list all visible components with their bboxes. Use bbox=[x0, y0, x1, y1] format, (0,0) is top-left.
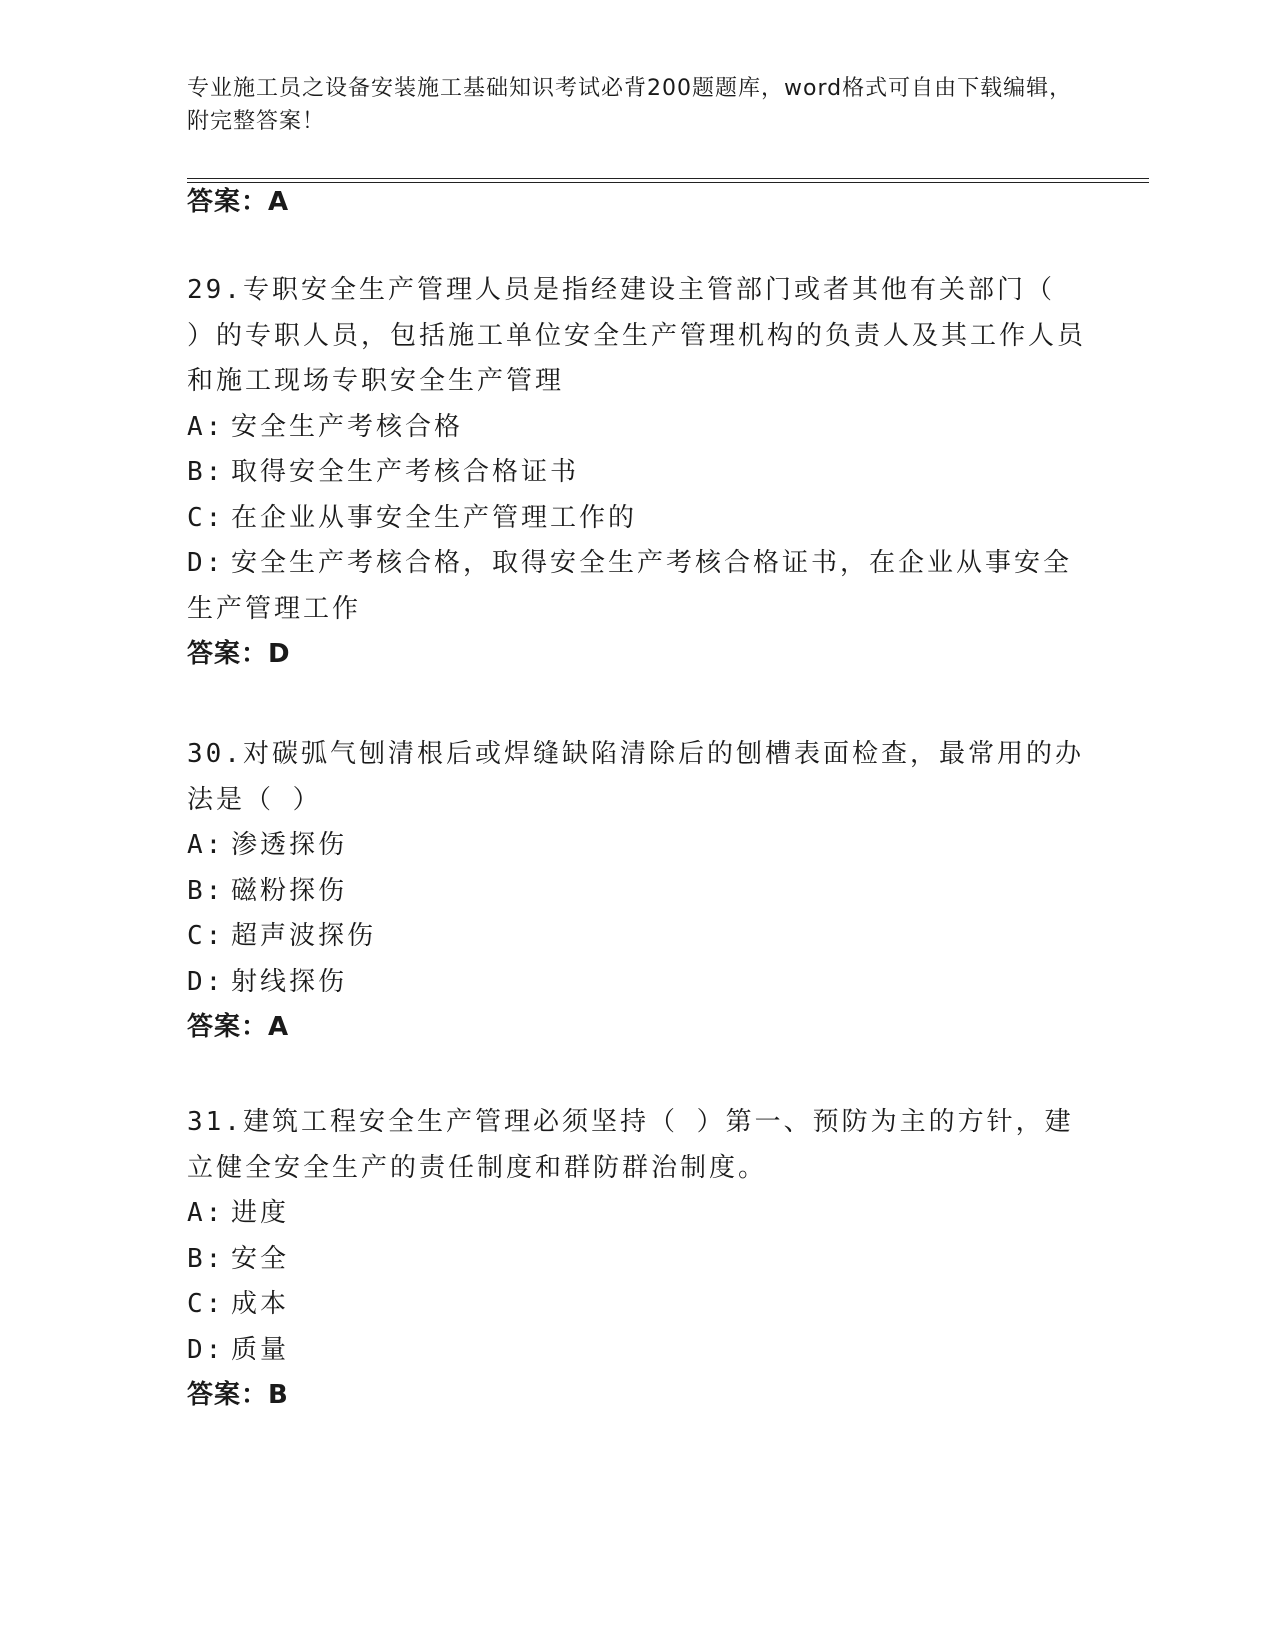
question-answer: 答案：B bbox=[187, 1380, 289, 1410]
option-key: A: bbox=[187, 830, 225, 860]
previous-answer: 答案：A bbox=[187, 187, 290, 217]
option-a bbox=[187, 823, 1087, 869]
option-c bbox=[187, 914, 1087, 960]
option-key: A: bbox=[187, 1198, 225, 1228]
option-key: C: bbox=[187, 1289, 225, 1319]
option-d bbox=[187, 960, 1087, 1006]
option-key: A: bbox=[187, 411, 225, 442]
option-d bbox=[187, 1328, 1087, 1374]
option-key: B: bbox=[187, 1243, 225, 1274]
option-key: C: bbox=[187, 921, 225, 951]
question-stem: 29.专职安全生产管理人员是指经建设主管部门或者其他有关部门（ ）的专职人员，包括施工单位安全生产管理机构的负责人及其工作人员和施工现场专职安全生产管理 bbox=[187, 275, 1087, 396]
option-text: 在企业从事安全生产管理工作的 bbox=[231, 502, 638, 533]
option-c bbox=[187, 496, 1087, 542]
option-key: D: bbox=[187, 966, 225, 997]
option-text: 取得安全生产考核合格证书 bbox=[231, 457, 580, 487]
option-key: D: bbox=[187, 1334, 225, 1365]
option-a bbox=[187, 405, 1087, 451]
option-d bbox=[187, 541, 1087, 632]
option-b bbox=[187, 1237, 1087, 1283]
option-text: 磁粉探伤 bbox=[231, 875, 348, 906]
option-b bbox=[187, 869, 1087, 915]
document-header bbox=[187, 72, 1087, 138]
option-text: 成本 bbox=[231, 1289, 290, 1319]
question-stem: 30.对碳弧气刨清根后或焊缝缺陷清除后的刨槽表面检查，最常用的办法是（ ） bbox=[187, 739, 1084, 815]
question-answer: 答案：A bbox=[187, 1012, 290, 1042]
question-stem: 31.建筑工程安全生产管理必须坚持（ ）第一、预防为主的方针，建立健全安全生产的责任制度和群防群治制度。 bbox=[187, 1107, 1074, 1183]
option-c bbox=[187, 1282, 1087, 1328]
question-29 bbox=[187, 268, 1087, 678]
question-31 bbox=[187, 1100, 1087, 1419]
option-key: B: bbox=[187, 457, 225, 487]
option-b bbox=[187, 450, 1087, 496]
option-text: 进度 bbox=[231, 1198, 290, 1228]
option-text: 安全生产考核合格，取得安全生产考核合格证书，在企业从事安全生产管理工作 bbox=[187, 548, 1073, 624]
header-divider bbox=[187, 178, 1149, 183]
option-text: 超声波探伤 bbox=[231, 921, 377, 951]
option-key: B: bbox=[187, 875, 225, 906]
option-key: C: bbox=[187, 502, 225, 533]
question-answer: 答案：D bbox=[187, 639, 291, 669]
option-key: D: bbox=[187, 548, 225, 578]
option-a bbox=[187, 1191, 1087, 1237]
option-text: 安全生产考核合格 bbox=[231, 411, 464, 442]
option-text: 安全 bbox=[231, 1243, 290, 1274]
option-text: 射线探伤 bbox=[231, 966, 348, 997]
option-text: 质量 bbox=[231, 1334, 290, 1365]
option-text: 渗透探伤 bbox=[231, 830, 348, 860]
header-text: 专业施工员之设备安装施工基础知识考试必背200题题库，word格式可自由下载编辑，附完整答案！ bbox=[187, 76, 1073, 134]
question-30 bbox=[187, 732, 1087, 1051]
